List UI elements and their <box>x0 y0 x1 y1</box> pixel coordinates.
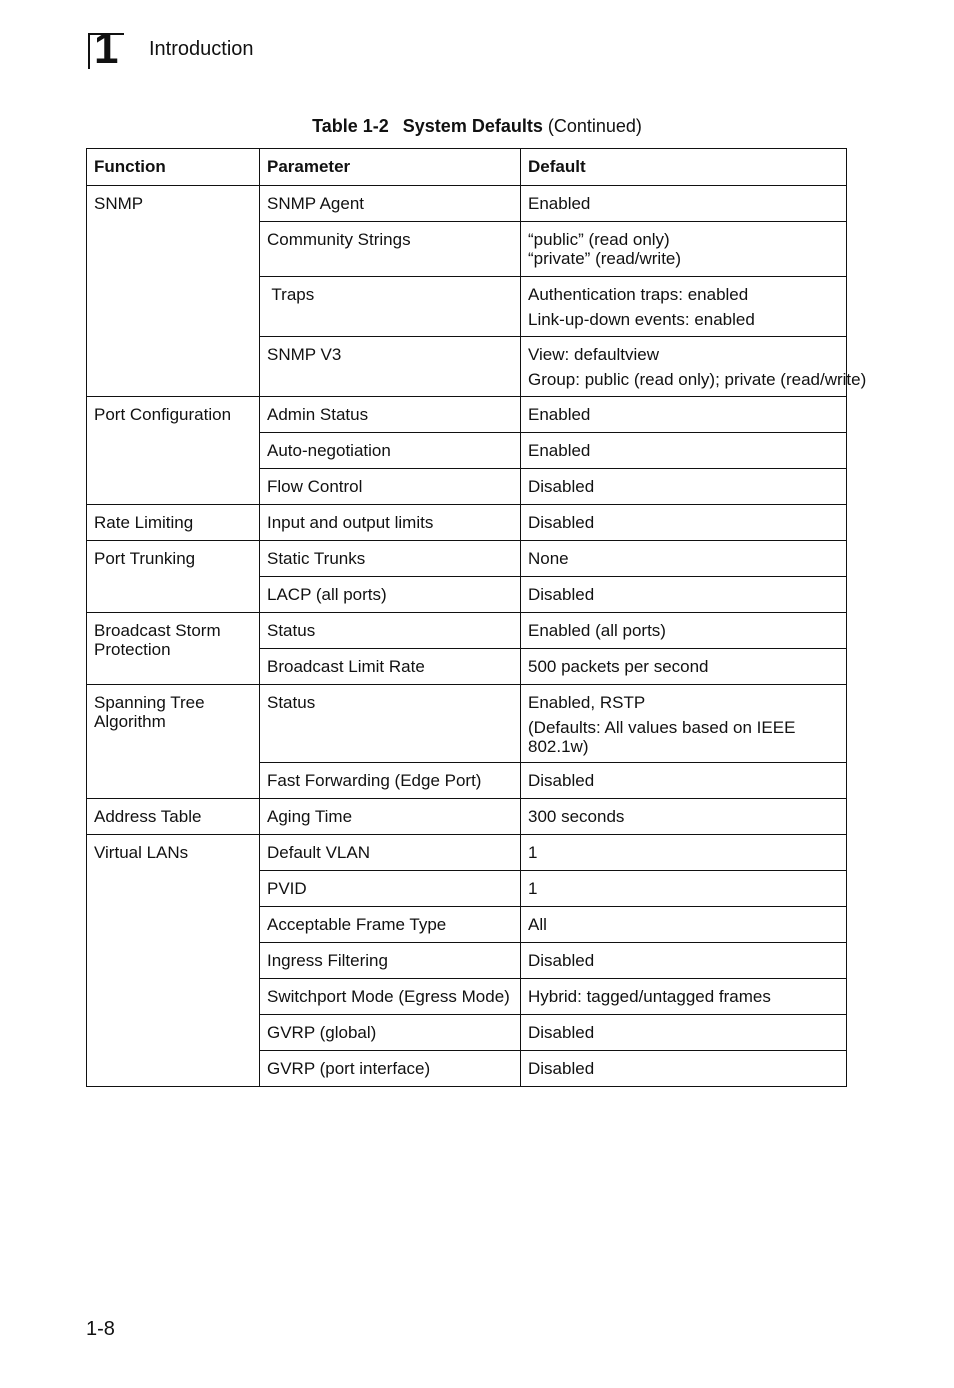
table-row <box>87 613 847 649</box>
chapter-number: 1 <box>94 24 119 73</box>
chapter-marker-left-rule <box>88 33 90 69</box>
default-cell: 1 <box>521 835 847 871</box>
default-cell <box>521 222 847 277</box>
default-cell: None <box>521 541 847 577</box>
default-cell <box>521 685 847 763</box>
function-cell-line: Protection <box>94 640 171 659</box>
default-cell: Hybrid: tagged/untagged frames <box>521 979 847 1015</box>
default-cell-line: View: defaultview <box>528 345 660 364</box>
table-row <box>87 505 847 541</box>
parameter-cell: SNMP Agent <box>260 186 521 222</box>
table-row <box>87 186 847 222</box>
default-cell: 300 seconds <box>521 799 847 835</box>
default-cell: Disabled <box>521 1015 847 1051</box>
column-header-parameter: Parameter <box>260 149 521 186</box>
table-row <box>87 397 847 433</box>
table-caption <box>0 116 954 137</box>
default-cell: Disabled <box>521 505 847 541</box>
parameter-cell: Aging Time <box>260 799 521 835</box>
table-row <box>87 799 847 835</box>
function-cell <box>87 685 260 799</box>
default-cell: 500 packets per second <box>521 649 847 685</box>
default-cell: Disabled <box>521 1051 847 1087</box>
default-cell: Disabled <box>521 943 847 979</box>
default-cell: Enabled <box>521 186 847 222</box>
parameter-cell: Acceptable Frame Type <box>260 907 521 943</box>
chapter-marker <box>88 24 124 73</box>
default-cell-line: Link-up-down events: enabled <box>528 310 755 329</box>
parameter-cell: Traps <box>260 277 521 337</box>
function-cell-line: Spanning Tree <box>94 693 205 712</box>
chapter-title: Introduction <box>149 38 254 60</box>
function-cell: Address Table <box>87 799 260 835</box>
default-cell: All <box>521 907 847 943</box>
default-cell: 1 <box>521 871 847 907</box>
default-cell-line: “public” (read only) <box>528 230 670 249</box>
default-cell-line: “private” (read/write) <box>528 249 682 268</box>
default-cell: Enabled (all ports) <box>521 613 847 649</box>
default-cell-line: Enabled, RSTP <box>528 693 646 712</box>
default-cell: Enabled <box>521 397 847 433</box>
parameter-cell: Broadcast Limit Rate <box>260 649 521 685</box>
parameter-cell: Status <box>260 613 521 649</box>
parameter-cell: GVRP (port interface) <box>260 1051 521 1087</box>
default-cell-line: Authentication traps: enabled <box>528 285 749 304</box>
default-cell <box>521 337 867 397</box>
table-row <box>87 835 847 871</box>
page-number: 1-8 <box>86 1318 115 1340</box>
table-header-row <box>87 149 847 186</box>
table-caption-label: Table 1-2 <box>312 116 389 136</box>
default-cell: Disabled <box>521 577 847 613</box>
parameter-cell: Ingress Filtering <box>260 943 521 979</box>
parameter-cell: Community Strings <box>260 222 521 277</box>
parameter-cell: Status <box>260 685 521 763</box>
parameter-cell: PVID <box>260 871 521 907</box>
function-cell <box>87 613 260 685</box>
default-cell: Disabled <box>521 469 847 505</box>
function-cell-line: Broadcast Storm <box>94 621 221 640</box>
table-caption-suffix: (Continued) <box>547 116 642 136</box>
column-header-function: Function <box>87 149 260 186</box>
system-defaults-table <box>86 148 867 1087</box>
default-cell-line: Group: public (read only); private (read/write) <box>528 370 867 389</box>
parameter-cell: LACP (all ports) <box>260 577 521 613</box>
column-header-default: Default <box>521 149 847 186</box>
table-row <box>87 541 847 577</box>
parameter-cell: Input and output limits <box>260 505 521 541</box>
parameter-cell: GVRP (global) <box>260 1015 521 1051</box>
default-cell <box>521 277 847 337</box>
parameter-cell: Static Trunks <box>260 541 521 577</box>
parameter-cell: Default VLAN <box>260 835 521 871</box>
default-cell: Disabled <box>521 763 847 799</box>
parameter-cell: Fast Forwarding (Edge Port) <box>260 763 521 799</box>
table-caption-title: System Defaults <box>402 116 543 136</box>
default-cell-line: (Defaults: All values based on IEEE 802.1w) <box>528 718 796 756</box>
parameter-cell: Admin Status <box>260 397 521 433</box>
function-cell: Port Trunking <box>87 541 260 613</box>
function-cell: Virtual LANs <box>87 835 260 1087</box>
function-cell: Rate Limiting <box>87 505 260 541</box>
table-row <box>87 685 847 763</box>
parameter-cell: Flow Control <box>260 469 521 505</box>
function-cell: Port Configuration <box>87 397 260 505</box>
default-cell: Enabled <box>521 433 847 469</box>
parameter-cell: Switchport Mode (Egress Mode) <box>260 979 521 1015</box>
function-cell-line: Algorithm <box>94 712 166 731</box>
function-cell: SNMP <box>87 186 260 397</box>
parameter-cell: SNMP V3 <box>260 337 521 397</box>
parameter-cell: Auto-negotiation <box>260 433 521 469</box>
